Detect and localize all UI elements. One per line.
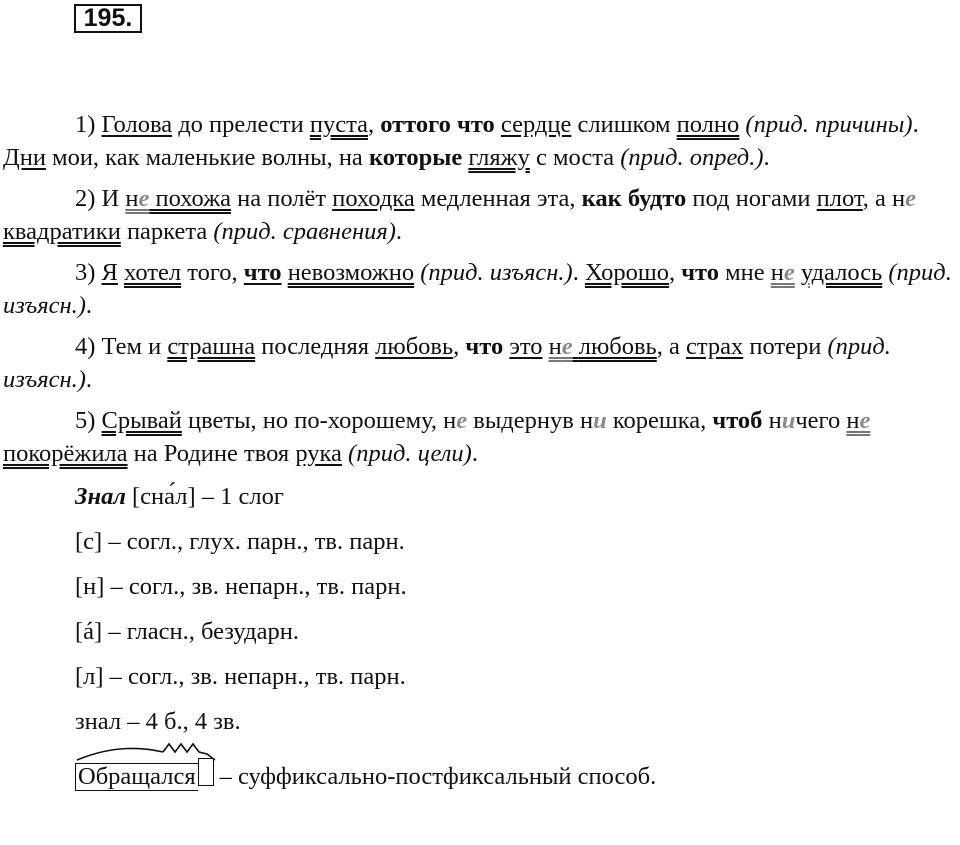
highlighted-letter: и: [593, 407, 607, 434]
sentence-1-number: 1): [75, 111, 102, 138]
text: корешка,: [606, 407, 713, 434]
text: , а: [656, 333, 686, 360]
subject: Я: [101, 259, 118, 286]
sound-line-2: [н] – согл., зв. непарн., тв. парн.: [75, 573, 407, 600]
highlighted-letter: е: [783, 259, 795, 286]
conjunction: чтоб: [712, 407, 763, 434]
text: 4) Тем и: [75, 333, 168, 360]
text: под ногами: [686, 185, 817, 212]
sentence-1: [3, 108, 955, 174]
clause-type-note: (прид. цели): [348, 440, 472, 467]
zero-ending-icon: [198, 758, 214, 786]
conjunction: как будто: [581, 185, 687, 212]
text: до прелести: [172, 111, 310, 138]
text: на Родине твоя: [127, 440, 296, 467]
text: .: [85, 292, 93, 319]
highlighted-letter: е: [456, 407, 468, 434]
suffix-arc-icon: [75, 740, 225, 762]
text: .: [85, 366, 93, 393]
text: ,: [453, 333, 466, 360]
predicate: хотел: [124, 259, 182, 286]
transcription: [сна́л] – 1 слог: [125, 483, 284, 510]
subject: страх: [685, 333, 744, 360]
text: .: [572, 259, 585, 286]
clause-type-note: (прид. изъясн.): [420, 259, 573, 286]
particle: н: [846, 407, 860, 434]
conjunctive-word: которые: [368, 144, 463, 171]
text: 2) И: [75, 185, 126, 212]
conjunction: что: [465, 333, 504, 360]
text: , а н: [862, 185, 906, 212]
subject: любовь: [375, 333, 454, 360]
clause-type-note: (прид. сравнения): [213, 218, 396, 245]
text: ,: [668, 259, 682, 286]
predicate: невозможно: [287, 259, 415, 286]
particle: н: [548, 333, 562, 360]
text: того,: [181, 259, 244, 286]
sentence-3: [3, 256, 955, 322]
text: медленная эта,: [414, 185, 582, 212]
sound-summary: знал – 4 б., 4 зв.: [75, 708, 241, 735]
sound-line-1: [с] – согл., глух. парн., тв. парн.: [75, 528, 405, 555]
clause-type-note: (прид. причины): [745, 111, 913, 138]
conjunction: что: [681, 259, 719, 286]
text: .: [395, 218, 403, 245]
sentence-4: [3, 330, 955, 396]
subject: походка: [332, 185, 415, 212]
text: цветы, но по-хорошему, н: [181, 407, 457, 434]
text: мне: [718, 259, 771, 286]
text: н: [762, 407, 782, 434]
particle: н: [125, 185, 139, 212]
subject: плот: [816, 185, 863, 212]
clause-type-note: (прид. изъясн.): [3, 333, 891, 393]
subject: сердце: [500, 111, 572, 138]
predicate: Срывай: [101, 407, 182, 434]
predicate: удалось: [800, 259, 883, 286]
subject: Дни: [3, 144, 46, 171]
text: ,: [367, 111, 381, 138]
text: 5): [75, 407, 102, 434]
predicate: страшна: [167, 333, 256, 360]
highlighted-letter: и: [781, 407, 796, 434]
morph-description: – суффиксально-постфиксальный способ.: [219, 763, 657, 790]
sound-line-3: [á] – гласн., безударн.: [75, 618, 299, 645]
highlighted-letter: е: [905, 185, 917, 212]
exercise-text: [3, 108, 955, 793]
sound-line-4: [л] – согл., зв. непарн., тв. парн.: [75, 663, 406, 690]
text: .: [471, 440, 478, 467]
text: с моста: [529, 144, 621, 171]
text: .: [763, 144, 770, 171]
highlighted-letter: е: [859, 407, 871, 434]
morph-scheme: [75, 748, 220, 796]
text: чего: [795, 407, 847, 434]
highlighted-letter: е: [138, 185, 150, 212]
predicate: пуста: [309, 111, 368, 138]
morph-word: Обращался: [75, 763, 198, 791]
text: на полёт: [231, 185, 333, 212]
subject: Голова: [101, 111, 173, 138]
sentence-5: [3, 404, 955, 470]
analyzed-word: Знал: [75, 483, 126, 510]
predicate: гляжу: [468, 144, 530, 171]
conjunctive-word: что: [243, 259, 282, 286]
text: последняя: [255, 333, 376, 360]
text: выдернув н: [467, 407, 594, 434]
subject: рука: [295, 440, 342, 467]
phonetic-analysis-heading: [3, 478, 955, 523]
clause-type-note: (прид. изъясн.): [3, 259, 952, 319]
predicate: похожа: [155, 185, 231, 212]
predicate: квадратики: [3, 218, 121, 245]
predicate: полно: [676, 111, 740, 138]
conjunction: оттого что: [380, 111, 495, 138]
sentence-2: [3, 182, 955, 248]
morph-analysis-line: [3, 748, 955, 793]
predicate: любовь: [578, 333, 657, 360]
exercise-number: 195.: [74, 4, 142, 33]
text: потери: [743, 333, 828, 360]
text: паркета: [120, 218, 214, 245]
particle: н: [770, 259, 784, 286]
text: .: [912, 111, 919, 138]
predicate: покорёжила: [3, 440, 128, 467]
text: слишком: [571, 111, 677, 138]
highlighted-letter: е: [561, 333, 573, 360]
clause-type-note: (прид. опред.): [620, 144, 764, 171]
text: мои, как маленькие волны, на: [45, 144, 369, 171]
predicate: Хорошо: [584, 259, 669, 286]
text: 3): [75, 259, 102, 286]
subject: это: [509, 333, 543, 360]
